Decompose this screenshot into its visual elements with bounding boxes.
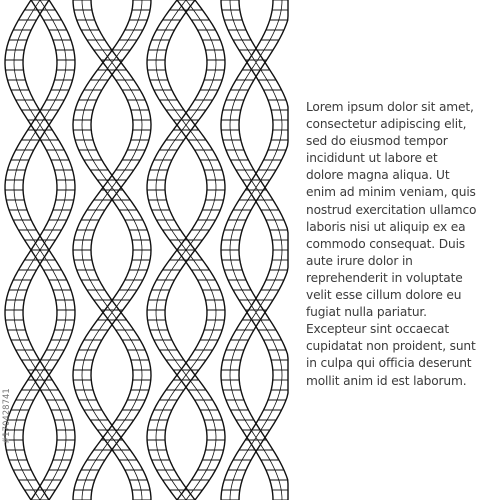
stock-image-id: #170428741 — [2, 388, 12, 444]
ribbon-strip — [147, 0, 225, 500]
lorem-ipsum-paragraph: Lorem ipsum dolor sit amet, consectetur adipiscing elit, sed do eiusmod tempor incididunt ut labore et dolore magna aliqua. Ut enim ad minim veniam, quis nostrud exercitation ullamco laboris nisi ut aliquip ex ea commodo consequat. Duis aute irure dolor in reprehenderit in voluptate velit esse cillum dolore eu fugiat nulla pariatur. Excepteur sint occaecat cupidatat non proident, sunt in culpa qui officia deserunt mollit anim id est laborum. — [306, 100, 477, 388]
